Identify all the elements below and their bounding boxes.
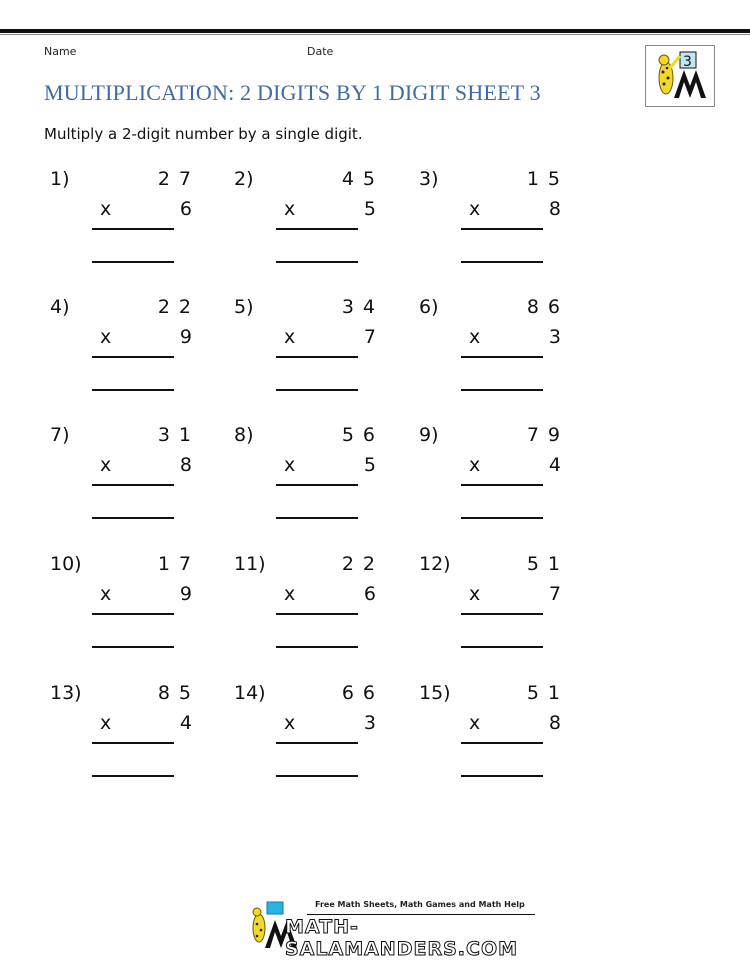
problem-number: 6) [419, 296, 439, 318]
problem-4 [50, 296, 210, 406]
answer-line[interactable] [92, 775, 174, 777]
footer-site-link[interactable]: MATH-SALAMANDERS.COM [285, 916, 518, 960]
multiplier: 6 [179, 198, 192, 220]
worksheet-title: MULTIPLICATION: 2 DIGITS BY 1 DIGIT SHEET 3 [44, 80, 541, 105]
problem-13 [50, 682, 210, 792]
problem-1 [50, 168, 210, 278]
times-sign: x [284, 326, 296, 348]
times-sign: x [284, 712, 296, 734]
multiplier: 4 [548, 454, 561, 476]
footer-tagline: Free Math Sheets, Math Games and Math Help [315, 900, 525, 909]
operation-line [92, 228, 174, 230]
problem-number: 13) [50, 682, 82, 704]
operation-line [276, 356, 358, 358]
multiplicand: 34 [341, 296, 384, 318]
multiplier: 8 [548, 198, 561, 220]
times-sign: x [100, 712, 112, 734]
multiplicand: 86 [526, 296, 569, 318]
multiplicand: 51 [526, 682, 569, 704]
operation-line [461, 228, 543, 230]
multiplicand: 85 [157, 682, 200, 704]
multiplier: 8 [548, 712, 561, 734]
operation-line [276, 484, 358, 486]
multiplicand: 66 [341, 682, 384, 704]
problem-15 [419, 682, 579, 792]
operation-line [461, 742, 543, 744]
multiplicand: 17 [157, 553, 200, 575]
problem-number: 10) [50, 553, 82, 575]
answer-line[interactable] [92, 389, 174, 391]
problem-12 [419, 553, 579, 663]
operation-line [461, 356, 543, 358]
problem-number: 2) [234, 168, 254, 190]
multiplier: 9 [179, 326, 192, 348]
times-sign: x [469, 454, 481, 476]
problem-number: 3) [419, 168, 439, 190]
answer-line[interactable] [276, 646, 358, 648]
times-sign: x [469, 583, 481, 605]
answer-line[interactable] [461, 261, 543, 263]
operation-line [92, 613, 174, 615]
multiplicand: 27 [157, 168, 200, 190]
problem-10 [50, 553, 210, 663]
operation-line [92, 484, 174, 486]
operation-line [461, 484, 543, 486]
answer-line[interactable] [276, 389, 358, 391]
multiplier: 6 [363, 583, 376, 605]
times-sign: x [469, 326, 481, 348]
multiplicand: 31 [157, 424, 200, 446]
times-sign: x [284, 198, 296, 220]
problem-number: 14) [234, 682, 266, 704]
multiplier: 7 [363, 326, 376, 348]
multiplier: 7 [548, 583, 561, 605]
footer-branding [245, 900, 535, 960]
multiplicand: 79 [526, 424, 569, 446]
problem-number: 12) [419, 553, 451, 575]
top-rule-thin [0, 34, 750, 35]
answer-line[interactable] [461, 646, 543, 648]
answer-line[interactable] [92, 517, 174, 519]
answer-line[interactable] [276, 261, 358, 263]
problem-number: 1) [50, 168, 70, 190]
answer-line[interactable] [92, 646, 174, 648]
times-sign: x [469, 712, 481, 734]
salamander-logo-icon [646, 46, 714, 106]
problem-8 [234, 424, 394, 534]
footer-rule [307, 914, 535, 915]
multiplier: 5 [363, 198, 376, 220]
times-sign: x [469, 198, 481, 220]
multiplier: 4 [179, 712, 192, 734]
instructions: Multiply a 2-digit number by a single digit. [44, 125, 363, 143]
operation-line [92, 356, 174, 358]
operation-line [461, 613, 543, 615]
answer-line[interactable] [276, 775, 358, 777]
operation-line [276, 228, 358, 230]
multiplier: 5 [363, 454, 376, 476]
problem-9 [419, 424, 579, 534]
answer-line[interactable] [461, 775, 543, 777]
problem-2 [234, 168, 394, 278]
date-label: Date [307, 45, 334, 58]
problem-number: 4) [50, 296, 70, 318]
answer-line[interactable] [276, 517, 358, 519]
problem-7 [50, 424, 210, 534]
problem-5 [234, 296, 394, 406]
operation-line [92, 742, 174, 744]
times-sign: x [100, 326, 112, 348]
answer-line[interactable] [461, 517, 543, 519]
times-sign: x [284, 454, 296, 476]
multiplier: 8 [179, 454, 192, 476]
multiplicand: 56 [341, 424, 384, 446]
top-rule [0, 29, 750, 33]
problem-number: 9) [419, 424, 439, 446]
answer-line[interactable] [461, 389, 543, 391]
times-sign: x [100, 583, 112, 605]
times-sign: x [100, 454, 112, 476]
times-sign: x [284, 583, 296, 605]
multiplier: 3 [363, 712, 376, 734]
operation-line [276, 742, 358, 744]
multiplier: 9 [179, 583, 192, 605]
answer-line[interactable] [92, 261, 174, 263]
times-sign: x [100, 198, 112, 220]
multiplicand: 15 [526, 168, 569, 190]
svg-text:3: 3 [683, 54, 692, 70]
problem-11 [234, 553, 394, 663]
multiplicand: 51 [526, 553, 569, 575]
multiplicand: 22 [341, 553, 384, 575]
multiplicand: 45 [341, 168, 384, 190]
problem-number: 5) [234, 296, 254, 318]
problem-6 [419, 296, 579, 406]
multiplier: 3 [548, 326, 561, 348]
name-label: Name [44, 45, 77, 58]
multiplicand: 22 [157, 296, 200, 318]
problem-number: 7) [50, 424, 70, 446]
problem-number: 15) [419, 682, 451, 704]
problem-number: 11) [234, 553, 266, 575]
problem-14 [234, 682, 394, 792]
problem-3 [419, 168, 579, 278]
salamander-logo [645, 45, 715, 107]
problem-number: 8) [234, 424, 254, 446]
operation-line [276, 613, 358, 615]
